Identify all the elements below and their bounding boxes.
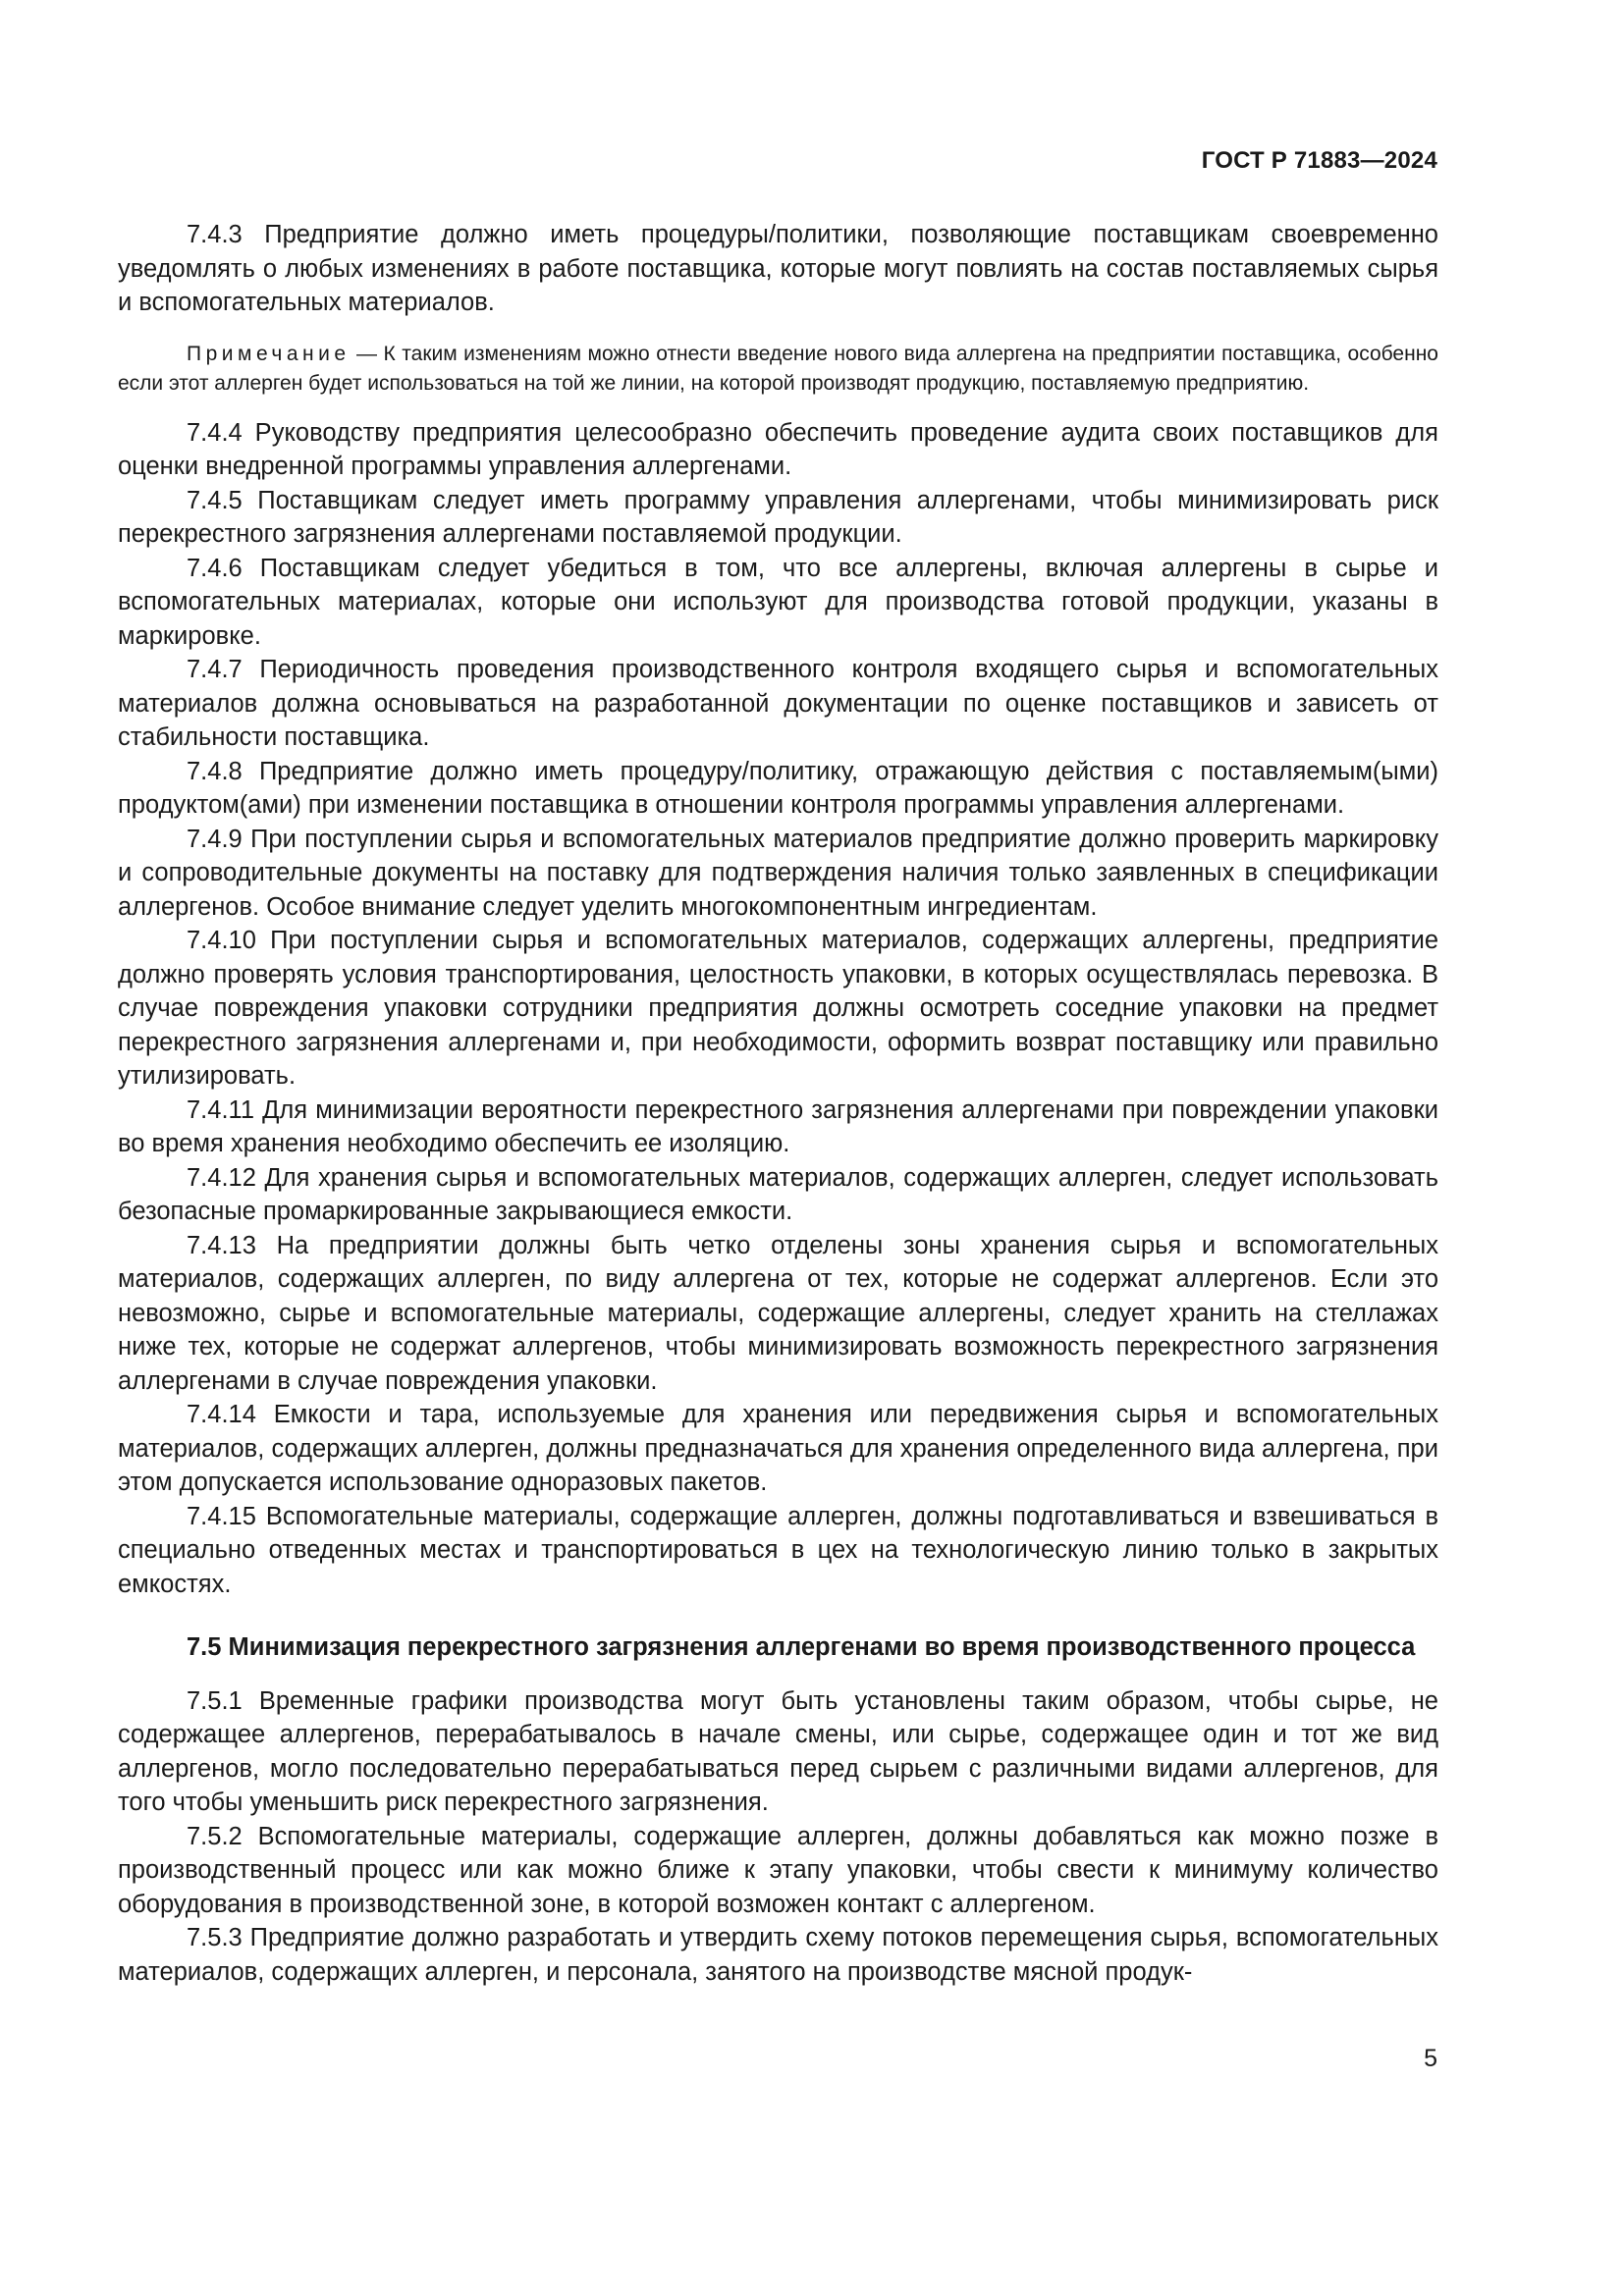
note-text: — К таким изменениям можно отнести введение нового вида аллергена на предприятии поставщика, особенно если этот аллерген будет использоваться на той же линии, на которой производят продукцию, поставляемую предприятию. [118, 342, 1438, 395]
paragraph-7-4-7: 7.4.7 Периодичность проведения производственного контроля входящего сырья и вспомогательных материалов должна основываться на разработанной документации по оценке поставщиков и зависеть от стабильности поставщика. [118, 656, 1438, 751]
paragraph-7-4-11: 7.4.11 Для минимизации вероятности перекрестного загрязнения аллергенами при повреждении упаковки во время хранения необходимо обеспечить ее изоляцию. [118, 1095, 1438, 1157]
paragraph-7-4-8: 7.4.8 Предприятие должно иметь процедуру/политику, отражающую действия с поставляемым(ыми) продуктом(ами) при изменении поставщика в отношении контроля программы управления аллергенами. [118, 757, 1438, 819]
paragraph-7-4-12: 7.4.12 Для хранения сырья и вспомогательных материалов, содержащих аллерген, следует использовать безопасные промаркированные закрывающиеся емкости. [118, 1163, 1438, 1225]
paragraph-7-4-3: 7.4.3 Предприятие должно иметь процедуры/политики, позволяющие поставщикам своевременно уведомлять о любых изменениях в работе поставщика, которые могут повлиять на состав поставляемых сырья и вспомогательных материалов. [118, 221, 1438, 316]
paragraph-7-4-15: 7.4.15 Вспомогательные материалы, содержащие аллерген, должны подготавливаться и взвешиваться в специально отведенных местах и транспортироваться в цех на технологическую линию только в закрытых емкостях. [118, 1502, 1438, 1598]
note-label: Примечание [187, 342, 351, 365]
paragraph-7-4-6: 7.4.6 Поставщикам следует убедиться в том, что все аллергены, включая аллергены в сырье и вспомогательных материалах, которые они используют для производства готовой продукции, указаны в маркировке. [118, 554, 1438, 650]
paragraph-7-4-14: 7.4.14 Емкости и тара, используемые для хранения или передвижения сырья и вспомогательных материалов, содержащих аллерген, должны предназначаться для хранения определенного вида аллергена, при этом допускается использование одноразовых пакетов. [118, 1401, 1438, 1496]
document-body [118, 218, 1438, 1989]
section-title-7-5: 7.5 Минимизация перекрестного загрязнения аллергенами во время производственного процесса [187, 1633, 1416, 1661]
paragraph-7-4-10: 7.4.10 При поступлении сырья и вспомогательных материалов, содержащих аллергены, предприятие должно проверять условия транспортирования, целостность упаковки, в которых осуществлялась перевозка. В случае повреждения упаковки сотрудники предприятия должны осмотреть соседние упаковки на предмет перекрестного загрязнения аллергенами и, при необходимости, оформить возврат поставщику или правильно утилизировать. [118, 927, 1438, 1090]
paragraph-7-5-1: 7.5.1 Временные графики производства могут быть установлены таким образом, чтобы сырье, не содержащее аллергенов, перерабатывалось в начале смены, или сырье, содержащее один и тот же вид аллергенов, могло последовательно перерабатываться перед сырьем с различными видами аллергенов, для того чтобы уменьшить риск перекрестного загрязнения. [118, 1686, 1438, 1816]
paragraph-7-4-4: 7.4.4 Руководству предприятия целесообразно обеспечить проведение аудита своих поставщиков для оценки внедренной программы управления аллергенами. [118, 418, 1438, 480]
paragraph-7-5-3: 7.5.3 Предприятие должно разработать и утвердить схему потоков перемещения сырья, вспомогательных материалов, содержащих аллерген, и персонала, занятого на производстве мясной продук- [118, 1924, 1438, 1986]
page-number: 5 [1424, 2045, 1437, 2072]
paragraph-7-5-2: 7.5.2 Вспомогательные материалы, содержащие аллерген, должны добавляться как можно позже в производственный процесс или как можно ближе к этапу упаковки, чтобы свести к минимуму количество оборудования в производственной зоне, в которой возможен контакт с аллергеном. [118, 1822, 1438, 1918]
paragraph-7-4-9: 7.4.9 При поступлении сырья и вспомогательных материалов предприятие должно проверить маркировку и сопроводительные документы на поставку для подтверждения наличия только заявленных в спецификации аллергенов. Особое внимание следует уделить многокомпонентным ингредиентам. [118, 825, 1438, 921]
paragraph-7-4-5: 7.4.5 Поставщикам следует иметь программу управления аллергенами, чтобы минимизировать риск перекрестного загрязнения аллергенами поставляемой продукции. [118, 486, 1438, 548]
note [118, 340, 1438, 399]
paragraph-7-4-13: 7.4.13 На предприятии должны быть четко отделены зоны хранения сырья и вспомогательных материалов, содержащих аллерген, по виду аллергена от тех, которые не содержат аллергенов. Если это невозможно, сырье и вспомогательные материалы, содержащие аллергены, следует хранить на стеллажах ниже тех, которые не содержат аллергенов, чтобы минимизировать возможность перекрестного загрязнения аллергенами в случае повреждения упаковки. [118, 1231, 1438, 1395]
document-code: ГОСТ Р 71883—2024 [1201, 147, 1437, 174]
